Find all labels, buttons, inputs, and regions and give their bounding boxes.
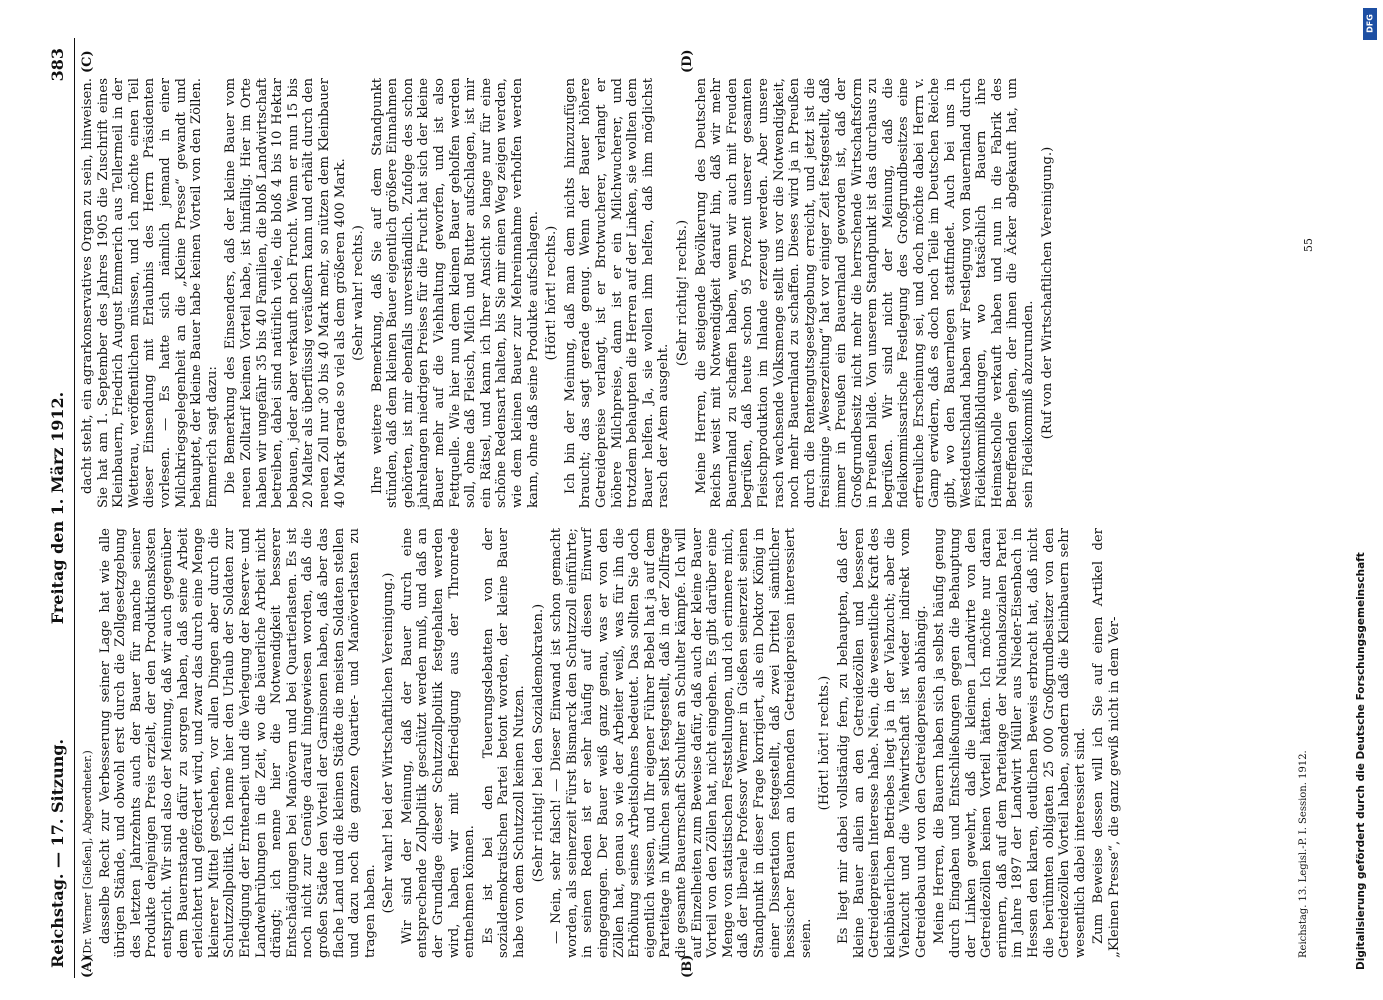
quotation: Die Bemerkung des Einsenders, daß der kleine Bauer vom neuen Zolltarif keinen Vorteil habe, ist hinfällig. Hier im Orte haben wir ungefähr 35 bis 40 Familien, die bloß Landwirtschaft betreiben, dabei sind natürlich viele, die bloß 4 bis 10 Hektar bebauen, jeder aber verkauft noch Frucht. Wenn er nun 15 bis 20 Malter als überflüssig veräußern kann und erhält durch den neuen Zoll nur 30 bis 40 Mark mehr, so nützen dem Kleinbauer 40 Mark gerade so viel als dem größeren 400 Mark. [223,78,348,508]
margin-mark-a: (A) [80,955,95,978]
credit-text: Digitalisierung gefördert durch die Deutsche Forschungsgemeinschaft [1355,552,1367,970]
paragraph: dacht steht, ein agrarkonservatives Organ zu sein, hinweisen. Sie hat am 1. September des Jahres 1905 die Zuschrift eines Kleinbauern, Friedrich August Emmerich aus Tellermeil in der Wetterau, veröffentlichen müssen, und ich möchte einen Teil dieser Einsendung mit Erlaubnis des Herrn Präsidenten vorlesen. — Es hatte sich nämlich jemand in einer Milchkriegsgelegenheit an die „Kleine Presse“ gewandt und behauptet, der kleine Bauer habe keinen Vorteil von den Zöllen. Emmerich sagt dazu: [80,78,220,508]
header-session: Reichstag. — 17. Sitzung. [48,738,67,968]
paragraph: Wir sind der Meinung, daß der Bauer durch eine entsprechende Zollpolitik geschützt werden muß, und daß an der Grundlage dieser Schutzzollpolitik festgehalten werden wird, haben wir mit Befriedigung aus der Thronrede entnehmen können. [399,528,478,958]
paragraph: Meine Herren, die steigende Bevölkerung des Deutschen Reichs weist mit Notwendigkeit darauf hin, daß wir mehr Bauernland zu schaffen haben, wenn wir auch mit Freuden begrüßen, daß heute schon 95 Prozent unserer gesamten Fleischproduktion im Inlande erzeugt werden. Aber unsere rasch wachsende Volksmenge stellt uns vor die Notwendigkeit, noch mehr Bauernland zu schaffen. Dieses wird ja in Preußen durch die Rentengutsgesetzgebung erreicht, und jetzt ist die freisinnige „Weserzeitung“ hat vor einiger Zeit festgestellt, daß immer in Preußen ein Bauernland geworden ist, daß der Großgrundbesitz nicht mehr die herrschende Wirtschaftsform in Preußen bilde. Von unserem Standpunkt ist das durchaus zu begrüßen. Wir sind nicht der Meinung, daß die fideikommissarische Festlegung des Großgrundbesitzes eine erfreuliche Erscheinung sei, und doch möchte dabei Herrn v. Gamp erwidern, daß es doch noch Teile im Deutschen Reiche gibt, wo den Bauernlegen stattfindet. Auch bei uns in Westdeutschland haben wir Festlegung von Bauernland durch Fideikommißbildungen, wo tatsächlich Bauern ihre Heimatscholle verkauft haben und nun in die Fabrik des Betreffenden gehen, der ihnen die Äcker abgekauft hat, um sein Fideikommiß abzurunden. [693,78,1037,508]
paragraph: Es ist bei den Teuerungsdebatten von der sozialdemokratischen Partei betont worden, der kleine Bauer habe von dem Schutzzoll keinen Nutzen. [480,528,528,958]
paragraph: Es liegt mir dabei vollständig fern, zu behaupten, daß der kleine Bauer allein an den Getreidezöllen und besseren Getreidepreisen Interesse habe. Nein, die wesentliche Kraft des kleinbäuerlichen Betriebes liegt ja in der Viehzucht; aber die Viehzucht und die Viehwirtschaft ist wieder indirekt vom Getreidebau und von den Getreidepreisen abhängig. [835,528,929,958]
speaker-label: (Dr. Werner [Gießen], Abgeordneter.) [81,750,94,958]
digitization-credit [1355,10,1377,980]
paragraph: Ich bin der Meinung, daß man dem nichts hinzuzufügen braucht; das sagt gerade genug. Wenn der Bauer höhere Getreidepreise verlangt, ist er Brotwucherer, verlangt er höhere Milchpreise, dann ist er ein Milchwucherer, und trotzdem behaupten die Herren auf der Linken, sie wollten dem Bauer helfen. Ja, sie wollen ihm helfen, daß ihm möglichst rasch der Atem ausgeht. [562,78,672,508]
quotation: Ihre weitere Bemerkung, daß Sie auf dem Standpunkt stünden, daß dem kleinen Bauer eigentlich größere Einnahmen gehörten, ist mir ebenfalls unverständlich. Zufolge des schon jahrelangen niedrigen Preises für die Frucht hat sich der kleine Bauer mehr auf die Viehhaltung geworfen, und ist also Fettquelle. Wie hier nun dem kleinen Bauer geholfen werden soll, ohne daß Fleisch, Milch und Butter aufschlagen, ist mir ein Rätsel, und kann ich Ihrer Ansicht so lange nur für eine schöne Redensart halten, bis Sie mir einen Weg zeigen werden, wie dem kleinen Bauer zur Mehreinnahme verholfen werden kann, ohne daß seine Produkte aufschlagen. [369,78,541,508]
right-column [80,78,1058,508]
interjection: (Sehr wahr! rechts.) [351,225,367,361]
rotated-page-content [40,38,1340,978]
paragraph: Meine Herren, die Bauern haben sich ja selbst häufig genug durch Eingaben und Entschließungen gegen die Behauptung der Linken gewehrt, daß die kleinen Landwirte von den Getreidezöllen keinen Vorteil hätten. Ich möchte nur daran erinnern, daß auf dem Parteitage der Nationalsozialen Partei im Jahre 1897 der Landwirt Müller aus Nieder-Eisenbach in Hessen den klaren, deutlichen Beweis erbracht hat, daß nicht die berühmten obligaten 25 000 Großgrundbesitzer von den Getreidezöllen Vorteil haben, sondern daß die Kleinbauern sehr wesentlich dabei interessiert sind. [932,528,1088,958]
signature-number: 55 [1302,238,1315,252]
margin-mark-d: (D) [680,49,695,73]
interjection: (Ruf von der Wirtschaftlichen Vereinigung.) [1039,146,1055,440]
margin-mark-b: (B) [680,954,695,978]
dfg-logo-icon [1363,8,1377,40]
left-column [80,528,1126,958]
page-header [40,38,75,978]
page-footer: Reichstag. 13. Legisl.-P. I. Session. 1912. [1298,750,1309,958]
interjection: (Sehr richtig! bei den Sozialdemokraten.) [530,603,546,883]
interjection: (Sehr wahr! bei der Wirtschaftlichen Vereinigung.) [381,572,397,914]
interjection: (Hört! hört! rechts.) [544,225,560,361]
interjection: (Sehr richtig! rechts.) [674,219,690,367]
header-date: Freitag den 1. März 1912. [48,391,67,625]
paragraph: dasselbe Recht zur Verbesserung seiner Lage hat wie alle übrigen Stände, und obwohl erst durch die Zollgesetzgebung des letzten Jahrzehnts auch der Bauer für manche seiner Produkte denjenigen Preis erzielt, der den Produktionskosten entspricht. Wir sind also der Meinung, daß wir auch gegenüber dem Bauernstande dafür zu sorgen haben, daß seine Arbeit erleichtert und gefördert wird, und zwar das durch eine Menge kleinerer Mittel geschehen, vor allen Dingen aber durch die Schutzzollpolitik. Ich nenne hier den Urlaub der Soldaten zur Erledigung der Erntearbeit und die Verlegung der Reserve- und Landwehrübungen in die Zeit, wo die bäuerliche Arbeit nicht drängt; ich nenne hier die Notwendigkeit besserer Entschädigungen bei Manövern und bei Quartierlasten. Es ist noch nicht zur Genüge darauf hingewiesen worden, daß die großen Städte den Vorteil der Garnisonen haben, daß aber das flache Land und die kleinen Städte die meisten Soldaten stellen und dazu noch die ganzen Quartier- und Manöverlasten zu tragen haben. [97,528,378,958]
paragraph: Zum Beweise dessen will ich Sie auf einen Artikel der „Kleinen Presse“, die ganz gewiß nicht in dem Ver- [1091,528,1122,958]
logo-label: DFG [1365,14,1375,33]
paragraph: — Nein, sehr falsch! — Dieser Einwand ist schon gemacht worden, als seinerzeit Fürst Bismarck den Schutzzoll einführte; in seinen Reden ist er sehr häufig auf diesen Einwurf eingegangen. Der Bauer weiß ganz genau, was er von den Zöllen hat, genau so wie der Arbeiter weiß, was für ihn die Erhöhung seines Arbeitslohnes bedeutet. Das sollten Sie doch eigentlich wissen, und Ihr eigener Führer Bebel hat ja auf dem Parteitage in München selbst festgestellt, daß in der Zollfrage die gesamte Bauernschaft Schulter an Schulter kämpfe. Ich will auf Einzelheiten zum Beweise dafür, daß auch der kleine Bauer Vorteil von den Zöllen hat, nicht eingehen. Es gibt darüber eine Menge von statistischen Feststellungen, und ich erinnere mich, daß der liberale Professor Wermer in Gießen seinerzeit seinen Standpunkt in dieser Frage korrigiert, als ein Doktor König in einer Dissertation festgestellt, daß zwei Drittel sämtlicher hessischer Bauern an lohnenden Getreidepreisen interessiert seien. [549,528,814,958]
margin-mark-c: (C) [80,50,95,73]
header-page-number: 383 [48,48,67,82]
interjection: (Hört! hört! rechts.) [817,675,833,811]
